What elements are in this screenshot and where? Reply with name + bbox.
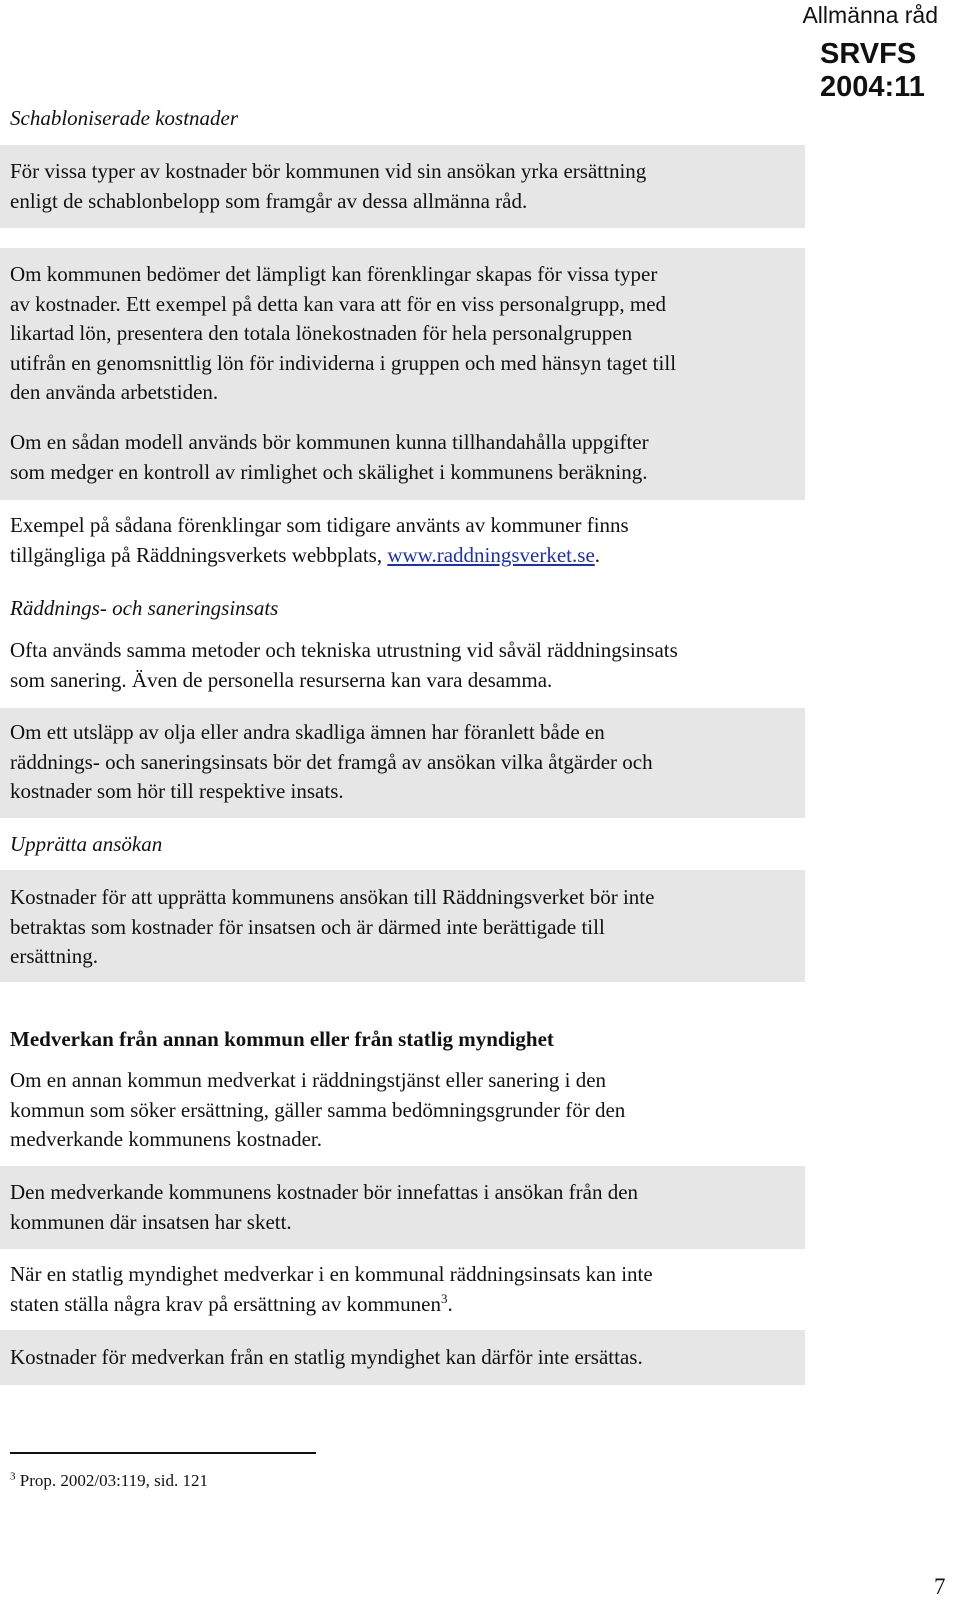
paragraph: Om kommunen bedömer det lämpligt kan förenklingar skapas för vissa typer av kostnader. Ett exempel på detta kan vara att för en viss personalgrupp, med likartad lön, presentera den totala lönekostnaden för hela personalgruppen utifrån en genomsnittlig lön för individerna i gruppen och med hänsyn taget till den använda arbetstiden. bbox=[10, 262, 677, 404]
website-link[interactable]: www.raddningsverket.se bbox=[387, 542, 595, 567]
paragraph: Den medverkande kommunens kostnader bör innefattas i ansökan från den kommunen där insatsen har skett. bbox=[10, 1180, 639, 1234]
header-document-id bbox=[820, 38, 960, 104]
footnote-divider bbox=[10, 1452, 316, 1454]
section-heading-uppratta: Upprätta ansökan bbox=[10, 832, 163, 856]
header-number: 2004:11 bbox=[820, 71, 925, 103]
paragraph: Om en sådan modell används bör kommunen kunna tillhandahålla uppgifter som medger en kontroll av rimlighet och skälighet i kommunens beräkning. bbox=[10, 430, 649, 484]
footnote-reference[interactable]: 3 bbox=[440, 1290, 448, 1306]
header-category: Allmänna råd bbox=[802, 2, 938, 28]
footnote-number: 3 bbox=[10, 1470, 16, 1483]
paragraph: Exempel på sådana förenklingar som tidigare använts av kommuner finns tillgängliga på Räddningsverkets webbplats, www.raddningsverket.se. bbox=[10, 513, 629, 567]
section-heading-medverkan: Medverkan från annan kommun eller från statlig myndighet bbox=[10, 1027, 554, 1051]
footnote bbox=[10, 1470, 208, 1492]
paragraph: För vissa typer av kostnader bör kommunen vid sin ansökan yrka ersättning enligt de schablonbelopp som framgår av dessa allmänna råd. bbox=[10, 159, 647, 213]
paragraph: När en statlig myndighet medverkar i en kommunal räddningsinsats kan inte staten ställa några krav på ersättning av kommunen$^3$. bbox=[10, 1262, 653, 1316]
paragraph: Om ett utsläpp av olja eller andra skadliga ämnen har föranlett både en räddnings- och saneringsinsats bör det framgå av ansökan vilka åtgärder och kostnader som hör till respektive insats. bbox=[10, 720, 653, 803]
page-number: 7 bbox=[934, 1574, 946, 1599]
section-heading-raddning: Räddnings- och saneringsinsats bbox=[10, 596, 279, 620]
paragraph: Om en annan kommun medverkat i räddningstjänst eller sanering i den kommun som söker ersättning, gäller samma bedömningsgrunder för den medverkande kommunens kostnader. bbox=[10, 1068, 626, 1151]
section-heading-schablon: Schabloniserade kostnader bbox=[10, 106, 239, 130]
paragraph: Kostnader för att upprätta kommunens ansökan till Räddningsverket bör inte betraktas som kostnader för insatsen och är därmed inte berättigade till ersättning. bbox=[10, 885, 655, 968]
paragraph: Ofta används samma metoder och tekniska utrustning vid såväl räddningsinsats som sanering. Även de personella resurserna kan vara desamma. bbox=[10, 638, 678, 692]
header-series: SRVFS bbox=[820, 38, 917, 70]
footnote-text: Prop. 2002/03:119, sid. 121 bbox=[15, 1471, 209, 1490]
paragraph: Kostnader för medverkan från en statlig myndighet kan därför inte ersättas. bbox=[10, 1345, 643, 1369]
